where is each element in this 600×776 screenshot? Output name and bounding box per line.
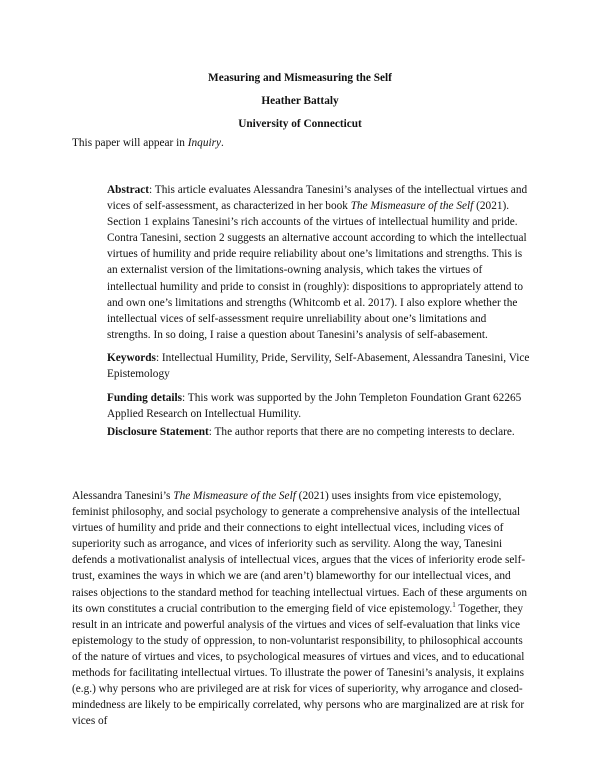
paper-title: Measuring and Mismeasuring the Self — [208, 72, 392, 84]
abstract-text-end: (2021). Section 1 explains Tanesini’s rich accounts of the virtues of intellectual humility and pride. Contra Tanesini, section 2 suggests an alternative account according to which the intellectual virtues of humility and pride require reliability about one’s limitations and strengths. This is an externalist version of the limitations-owning analysis, which takes the virtues of intellectual humility and pride to consist in (roughly): dispositions to appropriately attend to and own one’s limitations and strengths (Whitcomb et al. 2017). I also explore whether the intellectual vices of self-assessment require unreliability about one’s limitations and strengths. In so doing, I raise a question about Tanesini’s analysis of self-abasement. — [107, 200, 527, 341]
funding-text: : This work was supported by the John Templeton Foundation Grant 62265 Applied Research on Intellectual Humility. — [107, 392, 522, 421]
note-suffix: . — [221, 137, 224, 149]
disclosure-statement — [107, 424, 531, 440]
author-name: Heather Battaly — [261, 95, 339, 107]
body-paragraph — [72, 488, 532, 729]
body-text-middle: (2021) uses insights from vice epistemology, feminist philosophy, and social psychology to generate a comprehensive analysis of the intellectual virtues of humility and pride and their connections to eight intellectual vices, including vices of superiority such as arrogance, and vices of inferiority such as servility. Along the way, Tanesini defends a motivationalist analysis of intellectual vices, argues that the vices of inferiority erode self-trust, examines the ways in which we are (and aren’t) blameworthy for our intellectual vices, and raises objections to the standard method for teaching intellectual virtues. Each of these arguments on its own constitutes a crucial contribution to the emerging field of vice epistemology. — [72, 490, 527, 615]
publication-note — [72, 136, 224, 151]
abstract-book-title: The Mismeasure of the Self — [350, 200, 474, 213]
keywords-text: : Intellectual Humility, Pride, Servility, Self-Abasement, Alessandra Tanesini, Vice Epistemology — [107, 352, 530, 381]
keywords — [107, 350, 531, 382]
disclosure-text: : The author reports that there are no competing interests to declare. — [208, 426, 515, 438]
journal-name: Inquiry — [187, 137, 222, 149]
body-book-title: The Mismeasure of the Self — [173, 490, 296, 502]
note-prefix: This paper will appear in — [72, 137, 188, 149]
disclosure-label: Disclosure Statement — [107, 426, 209, 438]
funding-label: Funding details — [107, 392, 183, 404]
funding-details — [107, 390, 531, 422]
footnote-marker[interactable]: 1 — [452, 600, 456, 609]
abstract-label: Abstract — [107, 184, 150, 196]
keywords-label: Keywords — [107, 352, 156, 364]
abstract-text-start: : This article evaluates Alessandra Tanesini’s analyses of the intellectual virtues and vices of self-assessment, as characterized in her book — [107, 184, 528, 213]
body-text-end: Together, they result in an intricate and powerful analysis of the virtues and vices of self-evaluation that links vice epistemology to the study of oppression, to non-voluntarist responsibility, to philosophical accounts of the nature of virtues and vices, to psychological measures of virtues and vices, and to educational methods for facilitating intellectual virtues. To illustrate the power of Tanesini’s analysis, it explains (e.g.) why persons who are privileged are at risk for vices of superiority, why arrogance and closed-mindedness are likely to be empirically correlated, why persons who are marginalized are at risk for vices of — [72, 602, 525, 728]
abstract — [107, 182, 531, 343]
body-text-start: Alessandra Tanesini’s — [72, 490, 174, 502]
affiliation: University of Connecticut — [238, 118, 362, 130]
